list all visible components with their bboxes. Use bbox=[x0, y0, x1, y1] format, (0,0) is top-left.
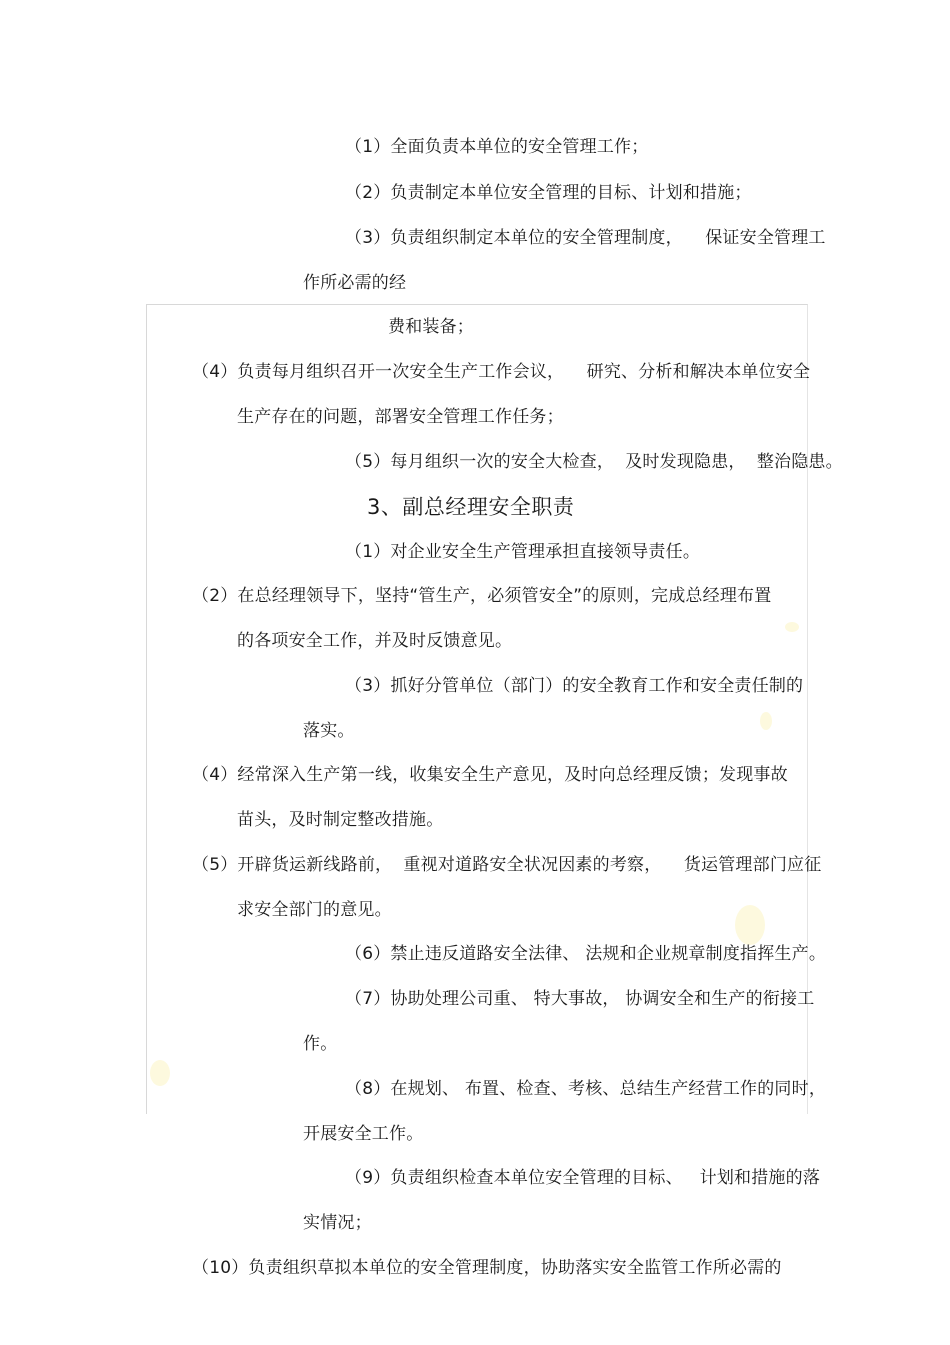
text-line: （1）对企业安全生产管理承担直接领导责任。 bbox=[345, 542, 701, 562]
paper-speck bbox=[150, 1060, 170, 1086]
text-line: 落实。 bbox=[303, 721, 355, 741]
text-line: （3）负责组织制定本单位的安全管理制度， 保证安全管理工 bbox=[345, 228, 826, 248]
paper-speck bbox=[735, 905, 765, 945]
text-line: （8）在规划、 布置、检查、考核、总结生产经营工作的同时， bbox=[345, 1079, 827, 1099]
paper-speck bbox=[785, 622, 799, 632]
text-line: （3）抓好分管单位（部门）的安全教育工作和安全责任制的 bbox=[345, 676, 804, 696]
text-line: 开展安全工作。 bbox=[303, 1124, 424, 1144]
text-line: （10）负责组织草拟本单位的安全管理制度，协助落实安全监管工作所必需的 bbox=[192, 1258, 782, 1278]
text-line: （4）经常深入生产第一线，收集安全生产意见，及时向总经理反馈；发现事故 bbox=[192, 765, 788, 785]
section-heading: 3、副总经理安全职责 bbox=[367, 495, 575, 519]
text-line: （5）每月组织一次的安全大检查， 及时发现隐患， 整治隐患。 bbox=[345, 452, 843, 472]
text-line: （2）在总经理领导下，坚持“管生产，必须管安全”的原则，完成总经理布置 bbox=[192, 586, 772, 606]
text-line: 费和装备； bbox=[388, 317, 474, 337]
text-line: 求安全部门的意见。 bbox=[237, 900, 392, 920]
text-line: （9）负责组织检查本单位安全管理的目标、 计划和措施的落 bbox=[345, 1168, 821, 1188]
text-line: （2）负责制定本单位安全管理的目标、计划和措施； bbox=[345, 183, 752, 203]
text-line: 生产存在的问题，部署安全管理工作任务； bbox=[237, 407, 564, 427]
text-line: 苗头，及时制定整改措施。 bbox=[237, 810, 444, 830]
text-line: 作。 bbox=[303, 1034, 338, 1054]
text-line: 实情况； bbox=[303, 1213, 372, 1233]
text-line: 的各项安全工作，并及时反馈意见。 bbox=[237, 631, 513, 651]
text-line: （4）负责每月组织召开一次安全生产工作会议， 研究、分析和解决本单位安全 bbox=[192, 362, 811, 382]
text-line: 作所必需的经 bbox=[303, 273, 407, 293]
text-line: （5）开辟货运新线路前， 重视对道路安全状况因素的考察， 货运管理部门应征 bbox=[192, 855, 822, 875]
text-line: （7）协助处理公司重、 特大事故， 协调安全和生产的衔接工 bbox=[345, 989, 815, 1009]
text-line: （1）全面负责本单位的安全管理工作； bbox=[345, 137, 649, 157]
paper-speck bbox=[760, 712, 772, 730]
text-line: （6）禁止违反道路安全法律、 法规和企业规章制度指挥生产。 bbox=[345, 944, 827, 964]
